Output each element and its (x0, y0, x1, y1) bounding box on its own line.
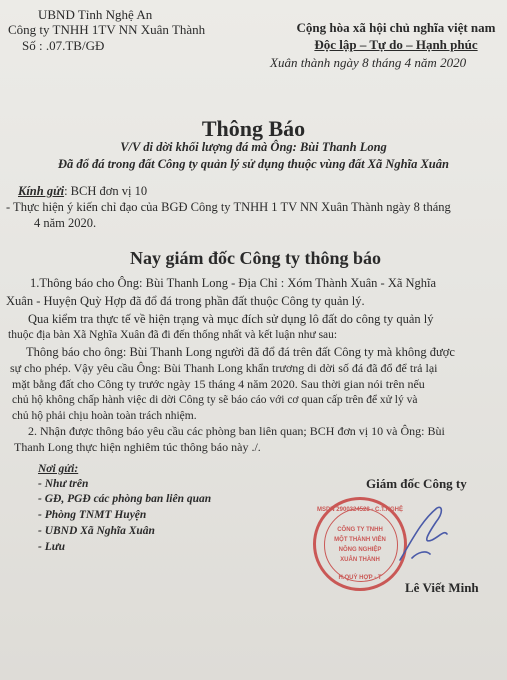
basis-line-1: - Thực hiện ý kiến chỉ đạo của BGĐ Công ty TNHH 1 TV NN Xuân Thành ngày 8 tháng (6, 200, 451, 214)
body-line-5: Thông báo cho ông: Bùi Thanh Long người đã đổ đá trên đất Công ty mà không được (26, 345, 455, 359)
subject-line-1: V/V di dời khối lượng đá mà Ông: Bùi Thanh Long (120, 140, 387, 154)
body-line-7: mặt bằng đất cho Công ty trước ngày 15 tháng 4 năm 2020. Sau thời gian nói trên nếu (12, 377, 425, 391)
seal-bottom-text: H.QUỲ HỢP - T (338, 575, 382, 581)
recipient-item: - UBND Xã Nghĩa Xuân (38, 525, 155, 537)
recipient-item: - Lưu (38, 541, 66, 553)
body-line-8: chủ hộ không chấp hành việc di dời Công ty sẽ báo cáo với cơ quan cấp trên để xử lý và (12, 394, 418, 406)
section-heading: Nay giám đốc Công ty thông báo (130, 248, 382, 268)
body-line-4: thuộc địa bàn Xã Nghĩa Xuân đã đi đến thống nhất và kết luận như sau: (8, 329, 338, 341)
place-date: Xuân thành ngày 8 tháng 4 năm 2020 (270, 55, 467, 70)
body-line-11: Thanh Long thực hiện nghiêm túc thông báo này ./. (14, 440, 261, 454)
org-line-2: Công ty TNHH 1TV NN Xuân Thành (8, 22, 206, 37)
kinh-gui (18, 184, 147, 199)
body-line-1: 1.Thông báo cho Ông: Bùi Thanh Long - Địa Chỉ : Xóm Thành Xuân - Xã Nghĩa (30, 276, 437, 290)
seal-ring-text: MSDN 2900324528 - C.T.NGHỆ (316, 507, 404, 513)
seal-line-1: CÔNG TY TNHH (337, 527, 383, 533)
doc-number: Số : .07.TB/GĐ (22, 38, 105, 53)
recipient-item: - Như trên (38, 478, 89, 490)
recipient-item: - GĐ, PGĐ các phòng ban liên quan (38, 493, 212, 505)
recipient-item: - Phòng TNMT Huyện (38, 509, 147, 521)
document-title: Thông Báo (201, 116, 306, 141)
signer-name: Lê Viết Minh (405, 580, 479, 595)
recipients-label: Nơi gửi: (38, 463, 79, 475)
body-line-6: sự cho phép. Vậy yêu cầu Ông: Bùi Thanh Long khẩn trương di dời số đá đã đổ để trả lại (10, 361, 438, 375)
republic-name: Cộng hòa xã hội chủ nghĩa việt nam (296, 20, 496, 35)
body-line-10: 2. Nhận được thông báo yêu cầu các phòng ban liên quan; BCH đơn vị 10 và Ông: Bùi (28, 424, 445, 438)
basis-line-2: 4 năm 2020. (34, 216, 97, 230)
signer-title: Giám đốc Công ty (366, 476, 467, 491)
body-line-3: Qua kiểm tra thực tế về hiện trạng và mục đích sử dụng lô đất do công ty quản lý (28, 312, 434, 326)
seal-line-2: MỘT THÀNH VIÊN (334, 537, 386, 543)
org-line-1: UBND Tỉnh Nghệ An (38, 7, 153, 22)
body-line-2: Xuân - Huyện Quỳ Hợp đã đổ đá trong phần đất thuộc Công ty quản lý. (6, 294, 365, 308)
kinh-gui-value: : BCH đơn vị 10 (64, 184, 148, 198)
body-line-9: chủ hộ phải chịu hoàn toàn trách nhiệm. (12, 410, 197, 422)
subject-line-2: Đã đổ đá trong đất Công ty quản lý sử dụng thuộc vùng đất Xã Nghĩa Xuân (58, 157, 449, 171)
national-motto: Độc lập – Tự do – Hạnh phúc (314, 37, 478, 52)
seal-line-4: XUÂN THÀNH (340, 557, 380, 563)
seal-line-3: NÔNG NGHIỆP (338, 547, 382, 553)
signature-mark (392, 500, 452, 570)
kinh-gui-label: Kính gửi (18, 184, 65, 198)
seal-inner-ring (324, 508, 398, 582)
